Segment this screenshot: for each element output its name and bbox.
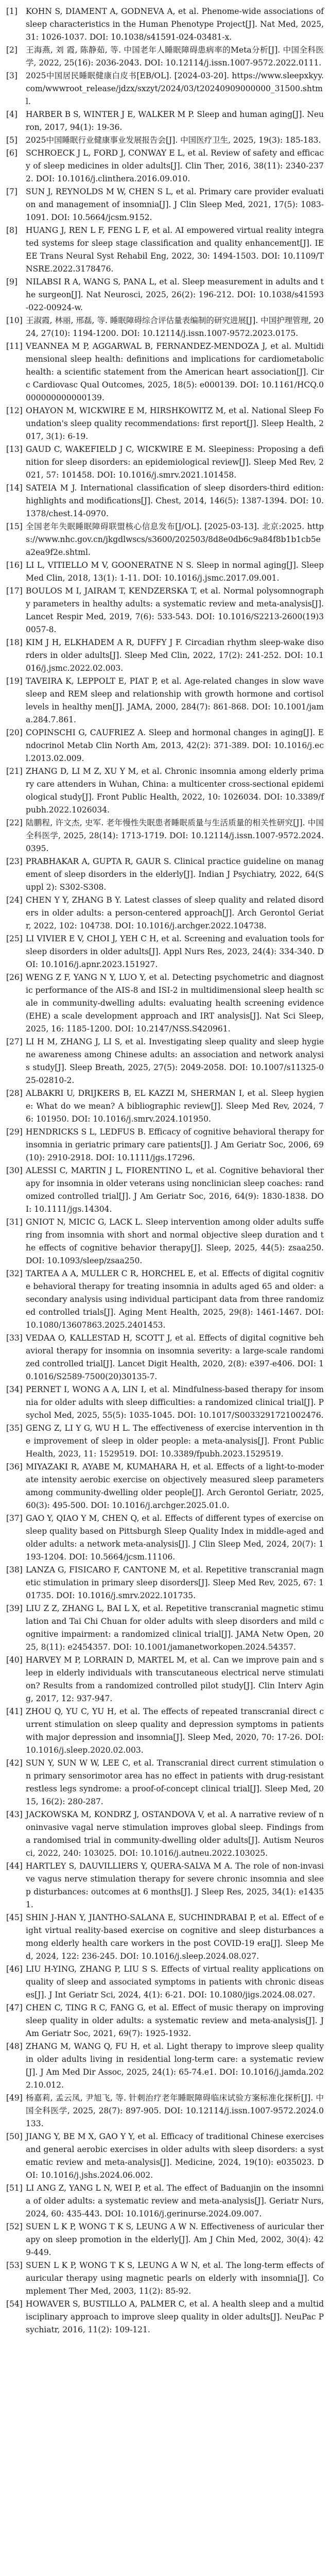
- reference-number: [42]: [6, 1758, 23, 1768]
- reference-item: [6, 1705, 324, 1757]
- reference-item: [6, 1512, 324, 1564]
- reference-number: [34]: [6, 1385, 23, 1394]
- reference-text: HUANG J, REN L F, FENG L F, et al. AI empowered virtual reality integrated systems for sleep stage classification and quality enhancement[J]. IEEE Trans Neural Syst Rehabil Eng, 2022, 30: 1494-1503. DOI: 10.1109/TNSRE.2022.3178476.: [26, 226, 324, 274]
- reference-text: HARTLEY S, DAUVILLIERS Y, QUERA-SALVA M A. The role of non-invasive vagus nerve stimulation therapy for severe chronic insomnia and sleep disturbances: outcomes at 6 months[J]. J Sleep Res, 2025, 34(1): e14351.: [26, 1861, 324, 1909]
- reference-item: [6, 2182, 324, 2221]
- reference-number: [27]: [6, 1037, 23, 1046]
- reference-text: SCHROECK J L, FORD J, CONWAY E L, et al. Review of safety and efficacy of sleep medicines in older adults[J]. Clin Ther, 2016, 38(11): 2340-2372. DOI: 10.1016/j.clinthera.2016.09.010.: [26, 148, 324, 183]
- reference-item: [6, 971, 324, 1036]
- reference-number: [41]: [6, 1707, 23, 1716]
- reference-item: [6, 443, 324, 482]
- reference-item: [6, 726, 324, 765]
- reference-text: HARVEY M P, LORRAIN D, MARTEL M, et al. Can we improve pain and sleep in elderly individuals with transcutaneous electrical nerve stimulation? Results from a randomized controlled pilot study[J]. Clin Interv Aging, 2017, 12: 937-947.: [26, 1655, 324, 1703]
- reference-item: [6, 1087, 324, 1126]
- reference-number: [35]: [6, 1423, 23, 1433]
- reference-item: [6, 340, 324, 404]
- reference-item: [6, 933, 324, 971]
- reference-number: [51]: [6, 2183, 23, 2193]
- reference-number: [36]: [6, 1462, 23, 1471]
- reference-number: [14]: [6, 483, 23, 493]
- reference-number: [7]: [6, 187, 18, 196]
- reference-item: [6, 1267, 324, 1332]
- reference-number: [2]: [6, 45, 18, 55]
- reference-text: ALBAKRI U, DRIJKERS B, EL KAZZI M, SHERMAN I, et al. Sleep hygiene: What do we mean? A bibliographic review[J]. Sleep Med Rev, 2024, 76: 101950. DOI: 10.1016/j.smrv.2024.101950.: [26, 1089, 324, 1124]
- reference-item: [6, 636, 324, 675]
- reference-item: [6, 224, 324, 276]
- reference-item: [6, 44, 324, 70]
- reference-number: [18]: [6, 638, 23, 647]
- reference-text: VEANNEA M P, AGGARWAL B, FERNANDEZ-MENDOZA J, et al. Multidimensional sleep health: definitions and implications for cardiometabolic health: a scientific statement from the American heart association[J]. Circ Cardiovasc Qual Outcomes, 2025, 18(5): e000139. DOI: 10.1161/HCQ.0000000000000139.: [26, 342, 324, 402]
- reference-text: MIYAZAKI R, AYABE M, KUMAHARA H, et al. Effects of a light-to-moderate intensity aerobic exercise on objectively measured sleep parameters among community-dwelling older people[J]. Arch Gerontol Geriatr, 2025, 60(3): 495-500. DOI: 10.1016/j.archger.2025.01.0.: [26, 1462, 324, 1510]
- reference-item: [6, 520, 324, 559]
- reference-number: [43]: [6, 1810, 23, 1819]
- reference-number: [15]: [6, 522, 23, 531]
- reference-text: GNIOT N, MICIC G, LACK L. Sleep intervention among older adults suffering from insomnia with short and normal objective sleep duration and the effects of cognitive behavior therapy[J]. Sleep, 2025, 44(5): zsaa250. DOI: 10.1093/sleep/zsaa250.: [26, 1217, 324, 1265]
- reference-number: [16]: [6, 561, 23, 570]
- reference-item: [6, 482, 324, 520]
- reference-item: [6, 2040, 324, 2092]
- reference-item: [6, 1422, 324, 1461]
- reference-number: [12]: [6, 406, 23, 415]
- reference-number: [40]: [6, 1655, 23, 1665]
- reference-number: [32]: [6, 1269, 23, 1278]
- reference-item: [6, 147, 324, 185]
- reference-item: [6, 1654, 324, 1705]
- reference-item: [6, 894, 324, 933]
- reference-text: 2025中国居民睡眠健康白皮书[EB/OL]. [2024-03-20]. https://www.sleepxkyy.com/wwwroot_release/jdzx/sxzyt/2024/03/t20240909000000_31500.shtml.: [26, 71, 324, 106]
- reference-item: [6, 1036, 324, 1087]
- reference-item: [6, 2002, 324, 2040]
- reference-number: [21]: [6, 767, 23, 776]
- reference-text: CHEN C, TING R C, FANG G, et al. Effect of music therapy on improving sleep quality in older adults: a systematic review and meta-analysis[J]. J Am Geriatr Soc, 2021, 69(7): 1925-1932.: [26, 2003, 324, 2038]
- reference-item: [6, 5, 324, 44]
- reference-number: [54]: [6, 2299, 23, 2309]
- reference-item: [6, 108, 324, 134]
- reference-text: ZHOU Q, YU C, YU H, et al. The effects of repeated transcranial direct current stimulation on sleep quality and depression symptoms in patients with major depression and insomnia[J]. Sleep Med, 2020, 70: 17-26. DOI: 10.1016/j.sleep.2020.02.003.: [26, 1707, 324, 1755]
- reference-text: PRABHAKAR A, GUPTA R, GAUR S. Clinical practice guideline on management of sleep disorders in the elderly[J]. Indian J Psychiatry, 2022, 64(Suppl 2): S302-S308.: [26, 857, 324, 892]
- reference-text: 全国老年失眠睡眠障碍联盟核心信息发布[J/OL]. [2025-03-13]. 北京:2025. https://www.nhc.gov.cn/jkgdlwscs/s3600/202503/8d8e0db6c9a84f8b1b1cb5ea2ea9f2e.shtml.: [26, 522, 324, 557]
- reference-item: [6, 675, 324, 726]
- reference-number: [10]: [6, 316, 23, 325]
- reference-number: [22]: [6, 818, 23, 827]
- reference-item: [6, 2259, 324, 2298]
- reference-text: TAVEIRA K, LEPPOLT E, PIAT P, et al. Age-related changes in slow wave sleep and REM sleep and relationship with growth hormone and cortisol levels in healthy men[J]. JAMA, 2000, 284(7): 861-868. DOI: 10.1001/jama.284.7.861.: [26, 676, 324, 724]
- reference-item: [6, 1757, 324, 1808]
- reference-text: HOWAVER S, BUSTILLO A, PALMER C, et al. A health sleep and a multidisciplinary approach to improve sleep quality in older adults[J]. NeuPac Psychiatr, 2016, 11(2): 109-121.: [26, 2299, 324, 2334]
- reference-text: LI H M, ZHANG J, LI S, et al. Investigating sleep quality and sleep hygiene awareness among Chinese adults: an association and network analysis study[J]. Sleep Breath, 2025, 27(5): 2049-2058. DOI: 10.1007/s11325-025-02810-2.: [26, 1037, 324, 1085]
- reference-text: HARBER B S, WINTER J E, WALKER M P. Sleep and human aging[J]. Neuron, 2017, 94(1): 19-36.: [26, 110, 324, 132]
- reference-number: [39]: [6, 1604, 23, 1613]
- reference-text: 杨嘉莉, 孟云凤, 尹旭飞, 等. 针刺治疗老年睡眠障碍临床试验方案标准化探析[J]. 中国全科医学, 2025, 28(7): 897-905. DOI: 10.12114/j.issn.1007-9572.2024.0133.: [26, 2093, 324, 2128]
- reference-number: [26]: [6, 973, 23, 982]
- reference-number: [33]: [6, 1333, 23, 1343]
- reference-item: [6, 2130, 324, 2182]
- reference-text: SATEIA M J. International classification of sleep disorders-third edition: highlights and modifications[J]. Chest, 2014, 146(5): 1387-1394. DOI: 10.1378/chest.14-0970.: [26, 483, 324, 518]
- reference-text: 陆鹏程, 许文杰, 史军. 老年慢性失眠患者睡眠质量与生活质量的相关性研究[J]. 中国全科医学, 2025, 28(14): 1713-1719. DOI: 10.12114/j.issn.1007-9572.2024.0395.: [26, 818, 324, 853]
- reference-item: [6, 1126, 324, 1164]
- reference-number: [5]: [6, 135, 18, 145]
- reference-number: [6]: [6, 148, 18, 158]
- reference-number: [48]: [6, 2042, 23, 2051]
- reference-text: GAUD C, WAKEFIELD J C, WICKWIRE E M. Sleepiness: Proposing a definition for sleep disorders: an epidemiological review[J]. Sleep Med Rev, 2021, 57: 101458. DOI: 10.1016/j.smrv.2021.101458.: [26, 445, 324, 480]
- reference-number: [46]: [6, 1964, 23, 1974]
- reference-text: TARTEA A A, MULLER C R, HORCHEL E, et al. Effects of digital cognitive behavioral therapy for treating insomnia in adults aged 65 and older: a secondary analysis using individual participant data from three randomized controlled trials[J]. Aging Ment Health, 2025, 29(8): 1461-1467. DOI: 10.1080/13607863.2025.2401453.: [26, 1269, 324, 1330]
- reference-item: [6, 2221, 324, 2259]
- reference-item: [6, 1911, 324, 1963]
- reference-text: JACKOWSKA M, KONDRZ J, OSTANDOVA V, et al. A narrative review of noninvasive vagal nerve stimulation improves global sleep. Findings from a randomised trial in community-dwelling older adults[J]. Autism Neurosci, 2022, 240: 103025. DOI: 10.1016/j.autneu.2022.103025.: [26, 1810, 324, 1858]
- reference-text: KIM J H, ELKHADEM A R, DUFFY J F. Circadian rhythm sleep-wake disorders in older adults[J]. Sleep Med Clin, 2022, 17(2): 241-252. DOI: 10.1016/j.jsmc.2022.02.003.: [26, 638, 324, 673]
- reference-item: [6, 134, 324, 147]
- reference-text: COPINSCHI G, CAUFRIEZ A. Sleep and hormonal changes in aging[J]. Endocrinol Metab Clin North Am, 2013, 42(2): 371-389. DOI: 10.1016/j.ecl.2013.02.009.: [26, 728, 324, 763]
- reference-text: SUEN L K P, WONG T K S, LEUNG A W N. Effectiveness of auricular therapy on sleep promotion in the elderly[J]. Am J Chin Med, 2002, 30(4): 429-449.: [26, 2222, 324, 2257]
- reference-number: [17]: [6, 586, 23, 596]
- reference-text: SUN Y, SUN W W, LEE C, et al. Transcranial direct current stimulation on primary sensorimotor area has no effect in patients with drug-resistant restless legs syndrome: a proof-of-concept clinical trial[J]. Sleep Med, 2015, 16(2): 280-287.: [26, 1758, 324, 1806]
- reference-number: [38]: [6, 1565, 23, 1574]
- reference-item: [6, 2298, 324, 2336]
- reference-number: [23]: [6, 857, 23, 866]
- reference-number: [50]: [6, 2132, 23, 2141]
- reference-text: HENDRICKS S L, LEDFUS B. Efficacy of cognitive behavioral therapy for insomnia in geriatric primary care patients[J]. J Am Geriatr Soc, 2006, 69(10): 2910-2918. DOI: 10.1111/jgs.17296.: [26, 1127, 324, 1162]
- reference-text: BOULOS M I, JAIRAM T, KENDZERSKA T, et al. Normal polysomnography parameters in healthy adults: a systematic review and meta-analysis[J]. Lancet Respir Med, 2019, 7(6): 533-543. DOI: 10.1016/S2213-2600(19)30057-8.: [26, 586, 324, 634]
- reference-text: LIU H-YING, ZHANG P, LIU S S. Effects of virtual reality applications on quality of sleep and associated symptoms in patients with chronic diseases[J]. J Int Geriatr Sci, 2024, 4(1): 6-21. DOI: 10.1080/jigs.2024.08.027.: [26, 1964, 324, 1999]
- reference-text: LANZA G, FISICARO F, CANTONE M, et al. Repetitive transcranial magnetic stimulation in primary sleep disorders[J]. Sleep Med Rev, 2025, 67: 101735. DOI: 10.1016/j.smrv.2022.101735.: [26, 1565, 324, 1600]
- reference-text: SHIN J-HAN Y, JIANTHO-SALANA E, SUCHINDRABAI P, et al. Effect of eight virtual reality-based exercise on cognitive and sleep disturbances among elderly health care workers in the post COVID-19 era[J]. Sleep Med, 2024, 122: 236-245. DOI: 10.1016/j.sleep.2024.08.027.: [26, 1913, 324, 1961]
- reference-item: [6, 404, 324, 443]
- reference-item: [6, 2092, 324, 2130]
- reference-text: SUN J, REYNOLDS M W, CHEN S L, et al. Primary care provider evaluation and management of insomnia[J]. J Clin Sleep Med, 2021, 17(5): 1083-1091. DOI: 10.5664/jcsm.9152.: [26, 187, 324, 222]
- reference-number: [44]: [6, 1861, 23, 1871]
- reference-text: LI L, VITIELLO M V, GOONERATNE N S. Sleep in normal aging[J]. Sleep Med Clin, 2018, 13(1): 1-11. DOI: 10.1016/j.jsmc.2017.09.001.: [26, 561, 324, 583]
- reference-item: [6, 314, 324, 340]
- reference-text: NILABSI R A, WANG S, PANA L, et al. Sleep measurement in adults and the surgeon[J]. Nat Neurosci, 2025, 26(2): 196-212. DOI: 10.1038/s41593-022-00924-w.: [26, 277, 324, 312]
- reference-number: [53]: [6, 2261, 23, 2270]
- reference-item: [6, 1860, 324, 1911]
- reference-number: [1]: [6, 7, 18, 16]
- reference-text: CHEN Y Y, ZHANG B Y. Latest classes of sleep quality and related disorders in older adults: a person-centered approach[J]. Arch Gerontol Geriatr, 2022, 102: 104738. DOI: 10.1016/j.archger.2022.104738.: [26, 895, 324, 930]
- reference-number: [47]: [6, 2003, 23, 2012]
- reference-number: [49]: [6, 2093, 23, 2103]
- reference-number: [37]: [6, 1514, 23, 1523]
- reference-text: LI VIVIER E V, CHOI J, YEH C H, et al. Screening and evaluation tools for sleep disorders in older adults[J]. Appl Nurs Res, 2023, 24(4): 334-340. DOI: 10.1016/j.apnr.2023.151927.: [26, 934, 324, 969]
- reference-text: SUEN L K P, WONG T K S, LEUNG A W N, et al. The long-term effects of auricular therapy using magnetic pearls on elderly with insomnia[J]. Complement Ther Med, 2003, 11(2): 85-92.: [26, 2261, 324, 2296]
- reference-text: 2025中国睡眠行业健康事业发展报告会[J]. 中国医疗卫生, 2025, 19(3): 185-183.: [26, 135, 321, 145]
- reference-item: [6, 185, 324, 224]
- reference-number: [28]: [6, 1089, 23, 1098]
- reference-number: [4]: [6, 110, 18, 119]
- reference-item: [6, 1164, 324, 1216]
- reference-text: LIU Z Z, ZHANG L, BAI L X, et al. Repetitive transcranial magnetic stimulation and Tai Chi Chuan for older adults with sleep disorders and mild cognitive impairment: a randomized clinical trial[J]. JAMA Netw Open, 2025, 8(11): e2454357. DOI: 10.1001/jamanetworkopen.2024.54357.: [26, 1604, 324, 1652]
- reference-item: [6, 1332, 324, 1383]
- reference-text: ZHANG M, WANG Q, FU H, et al. Light therapy to improve sleep quality in older adults living in residential long-term care: a systematic review[J]. J Am Med Dir Assoc, 2025, 24(1): 65-74.e1. DOI: 10.1016/j.jamda.2022.10.012.: [26, 2042, 324, 2090]
- reference-text: OHAYON M, WICKWIRE E M, HIRSHKOWITZ M, et al. National Sleep Foundation's sleep quality recommendations: first report[J]. Sleep Health, 2017, 3(1): 6-19.: [26, 406, 324, 441]
- reference-item: [6, 1963, 324, 2002]
- reference-number: [30]: [6, 1166, 23, 1175]
- reference-item: [6, 1216, 324, 1267]
- reference-item: [6, 765, 324, 817]
- reference-item: [6, 559, 324, 585]
- reference-list: [6, 5, 324, 2336]
- reference-text: LI ANG Z, YANG L N, WEI P, et al. The effect of Baduanjin on the insomnia of older adults: a systematic review and meta-analysis[J]. Geriatr Nurs, 2024, 60: 435-443. DOI: 10.1016/j.gerinurse.2024.09.007.: [26, 2183, 324, 2218]
- reference-number: [19]: [6, 676, 23, 686]
- reference-text: PERNET I, WONG A A, LIN I, et al. Mindfulness-based therapy for insomnia for older adults with sleep difficulties: a randomized clinical trial[J]. Psychol Med, 2025, 55(5): 1035-1045. DOI: 10.1017/S0033291721002476.: [26, 1385, 324, 1420]
- reference-number: [20]: [6, 728, 23, 737]
- reference-number: [11]: [6, 342, 23, 351]
- reference-number: [9]: [6, 277, 18, 286]
- reference-text: GENG Z, LI Y G, WU H L. The effectiveness of exercise intervention in the improvement of sleep in older people: a meta-analysis[J]. Front Public Health, 2023, 11: 1529519. DOI: 10.3389/fpubh.2023.1529519.: [26, 1423, 324, 1459]
- reference-text: JIANG Y, BE M X, GAO Y Y, et al. Efficacy of traditional Chinese exercises and general aerobic exercises in older adults with sleep disorders: a systematic review and meta-analysis[J]. Medicine, 2024, 19(10): e035023. DOI: 10.1016/j.jshs.2024.06.002.: [26, 2132, 324, 2180]
- reference-text: ALESSI C, MARTIN J L, FIORENTINO L, et al. Cognitive behavioral therapy for insomnia in older veterans using nonclinician sleep coaches: randomized controlled trial[J]. J Am Geriatr Soc, 2016, 64(9): 1830-1838. DOI: 10.1111/jgs.14304.: [26, 1166, 324, 1214]
- reference-item: [6, 1461, 324, 1512]
- reference-number: [25]: [6, 934, 23, 943]
- reference-item: [6, 1808, 324, 1860]
- reference-text: 王淑霞, 林丽, 邢磊, 等. 睡眠障碍综合评估量表编制的研究进展[J]. 中国护理管理, 2024, 27(10): 1194-1200. DOI: 10.12114/j.issn.1007-9572.2023.0175.: [26, 316, 324, 338]
- reference-number: [45]: [6, 1913, 23, 1922]
- reference-number: [3]: [6, 71, 18, 80]
- reference-text: WENG Z F, YANG N Y, LUO Y, et al. Detecting psychometric and diagnostic performance of the AIS-8 and ISI-2 in multidimensional sleep health scale in community-dwelling adults: evaluating health screening evidence (EHE) a scale development approach and IRT analysis[J]. Nat Sci Sleep, 2025, 16: 1185-1200. DOI: 10.2147/NSS.S420961.: [26, 973, 324, 1033]
- reference-item: [6, 70, 324, 108]
- reference-number: [8]: [6, 226, 18, 235]
- reference-number: [24]: [6, 895, 23, 905]
- reference-number: [13]: [6, 445, 23, 454]
- reference-number: [29]: [6, 1127, 23, 1137]
- reference-item: [6, 585, 324, 636]
- reference-number: [31]: [6, 1217, 23, 1227]
- reference-item: [6, 276, 324, 314]
- reference-item: [6, 1602, 324, 1654]
- reference-number: [52]: [6, 2222, 23, 2231]
- reference-text: GAO Y, QIAO Y M, CHEN Q, et al. Effects of different types of exercise on sleep quality based on Pittsburgh Sleep Quality Index in middle-aged and older adults: a network meta-analysis[J]. J Clin Sleep Med, 2024, 20(7): 1193-1204. DOI: 10.5664/jcsm.11106.: [26, 1514, 324, 1562]
- reference-text: KOHN S, DIAMENT A, GODNEVA A, et al. Phenome-wide associations of sleep characteristics in the Human Phenotype Project[J]. Nat Med, 2025, 31: 1026-1037. DOI: 10.1038/s41591-024-03481-x.: [26, 7, 324, 42]
- reference-text: ZHANG D, LI M Z, XU Y M, et al. Chronic insomnia among elderly primary care attenders in Wuhan, China: a multicenter cross-sectional epidemiological study[J]. Front Public Health, 2022, 10: 1026034. DOI: 10.3389/fpubh.2022.1026034.: [26, 767, 324, 815]
- reference-text: 王海燕, 刘 霞, 陈静茹, 等. 中国老年人睡眠障碍患病率的Meta分析[J]. 中国全科医学, 2022, 25(16): 2036-2043. DOI: 10.12114/j.issn.1007-9572.2022.0111.: [26, 45, 324, 67]
- reference-item: [6, 1383, 324, 1422]
- reference-item: [6, 855, 324, 894]
- reference-item: [6, 1564, 324, 1602]
- reference-item: [6, 817, 324, 855]
- reference-text: VEDAA O, KALLESTAD H, SCOTT J, et al. Effects of digital cognitive behavioral therapy for insomnia on insomnia severity: a large-scale randomized controlled trial[J]. Lancet Digit Health, 2020, 2(8): e397-e406. DOI: 10.1016/S2589-7500(20)30135-7.: [26, 1333, 324, 1381]
